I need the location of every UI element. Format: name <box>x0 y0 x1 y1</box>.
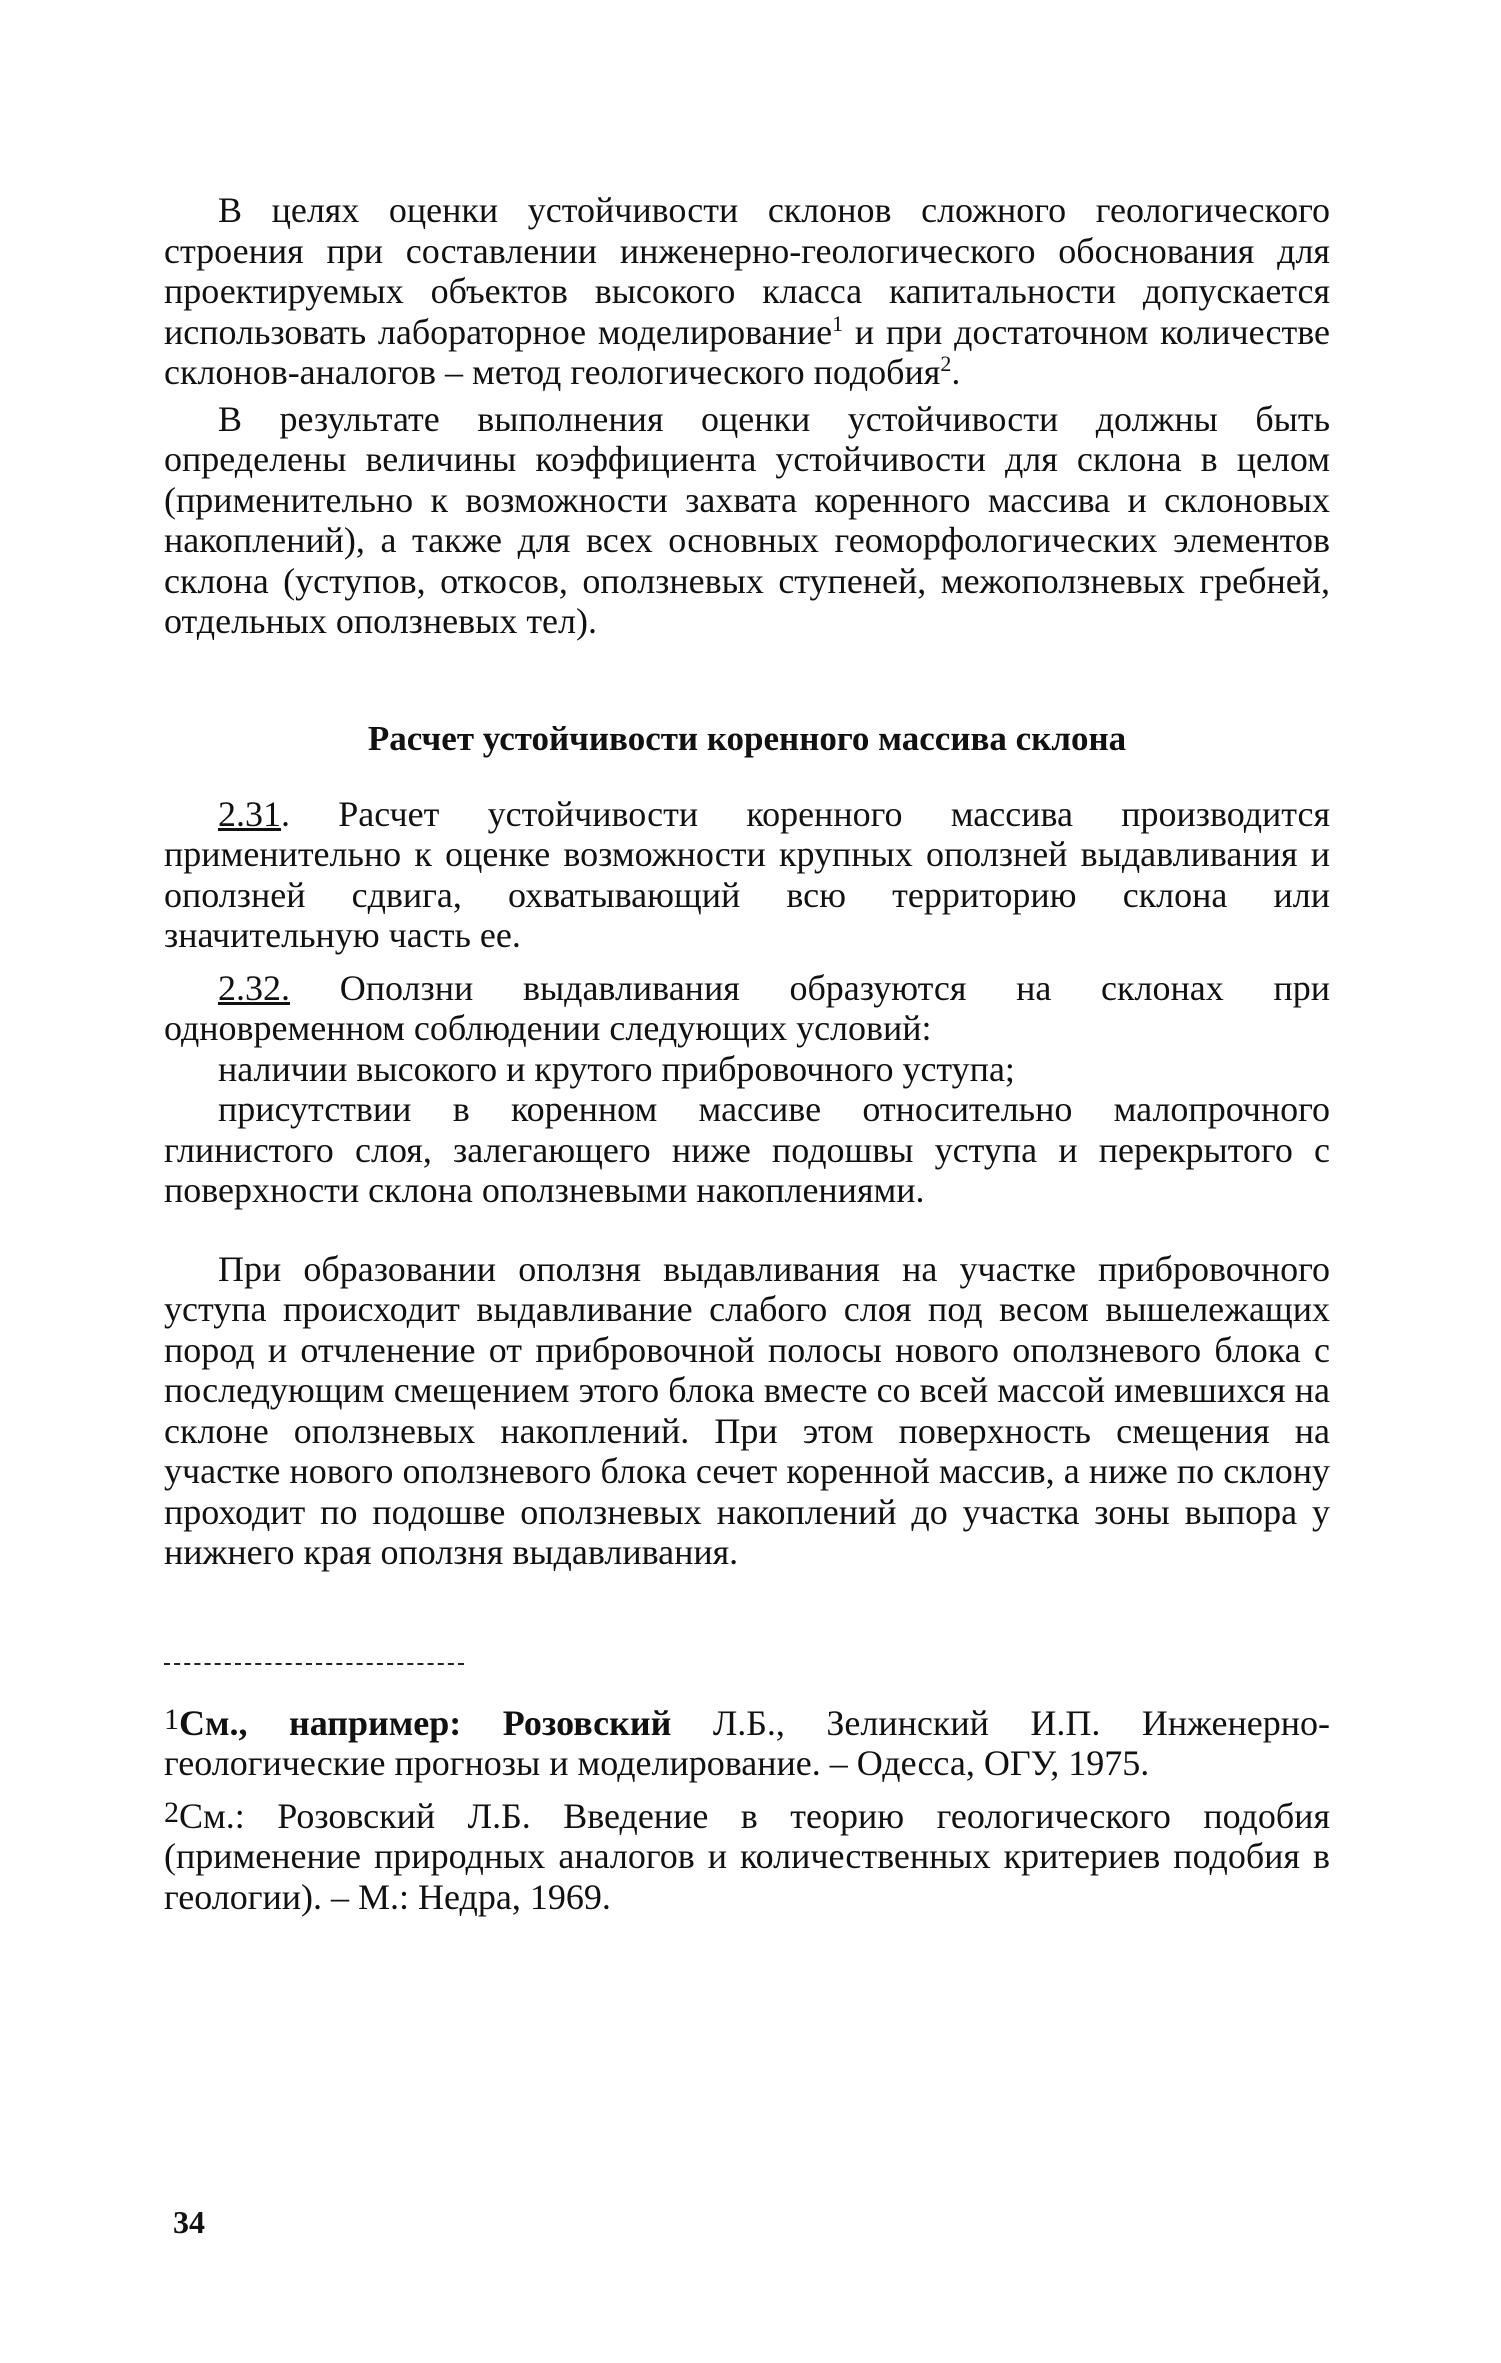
footnote-ref-1[interactable]: 1 <box>832 310 844 336</box>
page-body <box>164 190 1330 1917</box>
footnote-mark: 1 <box>164 1702 179 1736</box>
paragraph-stability-results: В результате выполнения оценки устойчивости должны быть определены величины коэффициента устойчивости для склона в целом (применительно к возможности захвата коренного массива и склоновых накоплений), а также для всех основных геоморфологических элементов склона (уступов, откосов, оползневых ступеней, межоползневых гребней, отдельных оползневых тел). <box>164 398 1330 641</box>
footnote-ref-2[interactable]: 2 <box>940 351 952 376</box>
footnote-divider <box>164 1663 464 1691</box>
footnote-1 <box>164 1703 1330 1784</box>
paragraph-extrusion-process: При образовании оползня выдавливания на участке прибровочного уступа происходит выдавливание слабого слоя под весом вышележащих пород и отчленение от прибровочной полосы нового оползневого блока с последующим смещением этого блока вместе со всей массой имевшихся на склоне оползневых накоплений. При этом поверхность смещения на участке нового оползневого блока сечет коренной массив, а ниже по склону проходит по подошве оползневых накоплений до участка зоны выпора у нижнего края оползня выдавливания. <box>164 1248 1330 1572</box>
clause-number: 2.31 <box>218 793 281 834</box>
footnote-2 <box>164 1796 1330 1918</box>
footnote-lead: См.: <box>179 1795 245 1836</box>
clause-number: 2.32. <box>218 967 290 1008</box>
footnote-text: Розовский Л.Б. Введение в теорию геологического подобия (применение природных аналогов и количественных критериев подобия в геологии). – М.: Недра, 1969. <box>164 1795 1330 1917</box>
condition-item-1: наличии высокого и крутого прибровочного уступа; <box>218 1048 1015 1089</box>
paragraph-2-32 <box>164 968 1330 1049</box>
paragraph-2-31 <box>164 794 1330 956</box>
page-number: 34 <box>173 2204 205 2240</box>
footnote-lead: См., например: Розовский <box>179 1702 672 1743</box>
condition-item-2: присутствии в коренном массиве относительно малопрочного глинистого слоя, залегающего ниже подошвы уступа и перекрытого с поверхности склона оползневыми накоплениями. <box>164 1089 1330 1210</box>
paragraph-text: Оползни выдавливания образуются на склонах при одновременном соблюдении следующих условий: <box>164 967 1330 1048</box>
paragraph-text: . Расчет устойчивости коренного массива производится применительно к оценке возможности крупных оползней выдавливания и оползней сдвига, охватывающий всю территорию склона или значительную часть ее. <box>164 793 1330 955</box>
footnote-mark: 2 <box>164 1795 179 1829</box>
paragraph-lab-modeling <box>164 190 1330 393</box>
footnote-text: Л.Б., Зелинский И.П. Инженерно-геологические прогнозы и моделирование. – Одесса, ОГУ, 1975. <box>164 1702 1331 1783</box>
paragraph-text: В целях оценки устойчивости склонов сложного геологического строения при составлении инженерно-геологического обоснования для проектируемых объектов высокого класса капитальности допускается использовать лабораторное моделирование <box>164 190 1330 352</box>
paragraph-text: . <box>951 352 961 392</box>
paragraph-text: и при достаточном количестве склонов-аналогов – метод геологического подобия <box>164 311 1331 392</box>
section-heading: Расчет устойчивости коренного массива склона <box>367 718 1127 758</box>
